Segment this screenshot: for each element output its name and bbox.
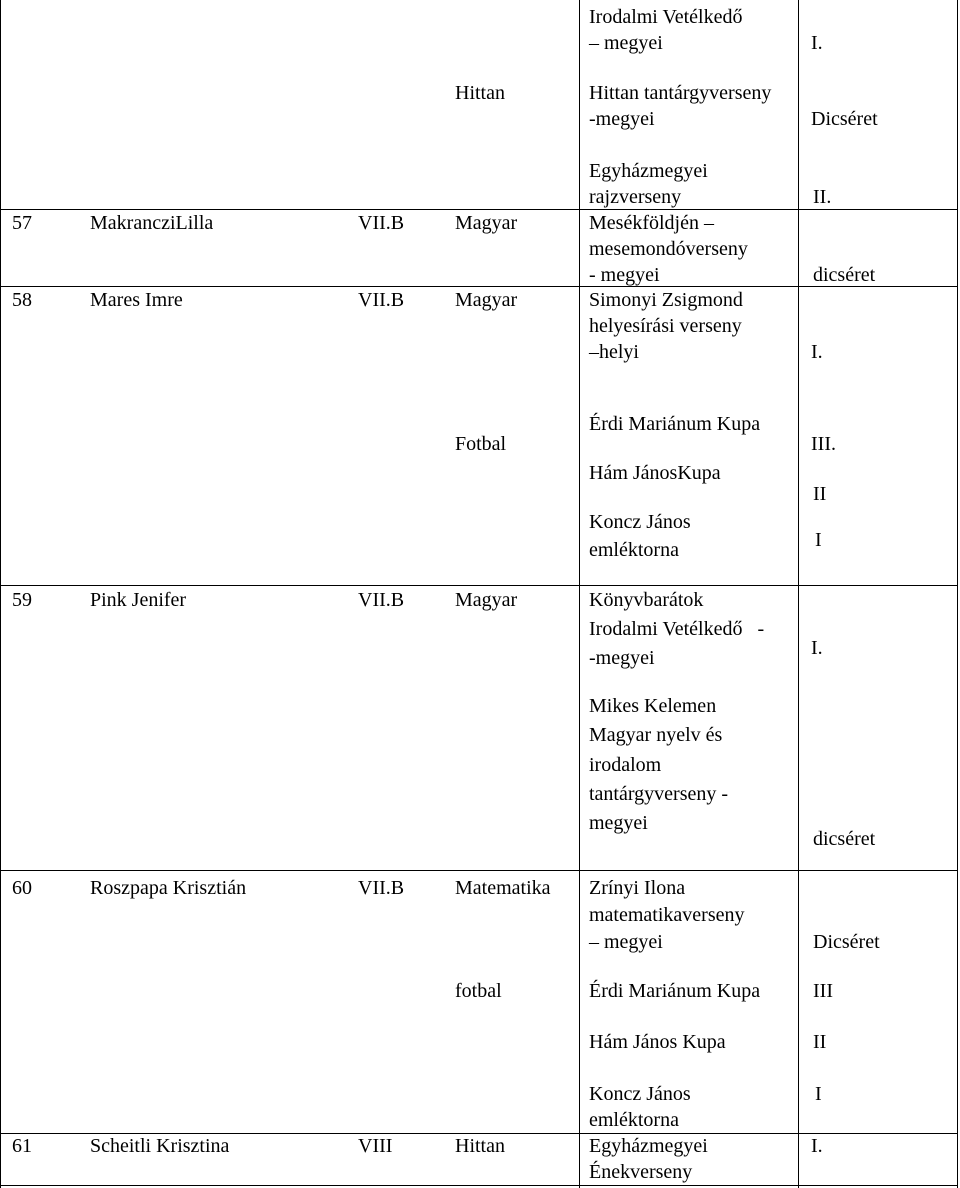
competition-cell: mesemondóverseny bbox=[589, 238, 748, 260]
competition-cell: emléktorna bbox=[589, 1109, 679, 1131]
competition-cell: Egyházmegyei bbox=[589, 1135, 708, 1157]
result-cell: I. bbox=[811, 637, 823, 659]
result-cell: I. bbox=[811, 341, 823, 363]
competition-cell: – megyei bbox=[589, 931, 663, 953]
competition-cell: Könyvbarátok bbox=[589, 589, 704, 611]
competition-cell: Koncz János bbox=[589, 511, 691, 533]
competition-cell: Simonyi Zsigmond bbox=[589, 289, 743, 311]
competition-cell: - megyei bbox=[589, 264, 660, 286]
competition-cell: Irodalmi Vetélkedő - bbox=[589, 618, 765, 640]
student-name: Scheitli Krisztina bbox=[90, 1135, 230, 1157]
competition-cell: Érdi Mariánum Kupa bbox=[589, 980, 761, 1002]
row-number: 61 bbox=[12, 1135, 32, 1157]
subject-cell: Magyar bbox=[455, 212, 518, 234]
competition-cell: Magyar nyelv és bbox=[589, 724, 723, 746]
competition-cell: rajzverseny bbox=[589, 186, 682, 208]
competition-cell: Koncz János bbox=[589, 1083, 691, 1105]
student-name: Mares Imre bbox=[90, 289, 183, 311]
column-divider-subject-competition bbox=[579, 0, 580, 1188]
competition-cell: Mikes Kelemen bbox=[589, 695, 717, 717]
competition-cell: Hám János Kupa bbox=[589, 1031, 726, 1053]
subject-cell: Fotbal bbox=[455, 433, 507, 455]
class-cell: VIII bbox=[358, 1135, 393, 1157]
result-cell: Dicséret bbox=[813, 931, 880, 953]
competition-cell: Hittan tantárgyverseny bbox=[589, 82, 772, 104]
result-cell: I. bbox=[811, 1135, 823, 1157]
result-cell: dicséret bbox=[813, 264, 876, 286]
subject-cell: Magyar bbox=[455, 589, 518, 611]
result-cell: I. bbox=[811, 32, 823, 54]
result-cell: dicséret bbox=[813, 828, 876, 850]
result-cell: III bbox=[813, 980, 833, 1002]
student-name: Roszpapa Krisztián bbox=[90, 877, 247, 899]
competition-cell: irodalom bbox=[589, 754, 662, 776]
competition-cell: Énekverseny bbox=[589, 1161, 693, 1183]
result-cell: I bbox=[815, 1083, 822, 1105]
result-cell: III. bbox=[811, 433, 836, 455]
competition-cell: helyesírási verseny bbox=[589, 315, 742, 337]
subject-cell: Hittan bbox=[455, 1135, 505, 1157]
column-divider-competition-result bbox=[798, 0, 799, 1188]
competition-cell: emléktorna bbox=[589, 539, 679, 561]
row-separator bbox=[0, 585, 958, 586]
class-cell: VII.B bbox=[358, 589, 405, 611]
competition-cell: -megyei bbox=[589, 647, 655, 669]
result-cell: II bbox=[813, 483, 827, 505]
class-cell: VII.B bbox=[358, 877, 405, 899]
result-cell: Dicséret bbox=[811, 108, 878, 130]
student-name: MakranczіLilla bbox=[90, 212, 214, 234]
competition-cell: -megyei bbox=[589, 108, 655, 130]
subject-cell: Magyar bbox=[455, 289, 518, 311]
competition-cell: tantárgyverseny - bbox=[589, 783, 729, 805]
table-border-left bbox=[0, 0, 1, 1188]
row-number: 59 bbox=[12, 589, 32, 611]
competition-cell: –helyi bbox=[589, 341, 639, 363]
student-name: Pink Jenifer bbox=[90, 589, 187, 611]
competition-cell: megyei bbox=[589, 812, 648, 834]
class-cell: VII.B bbox=[358, 289, 405, 311]
row-number: 60 bbox=[12, 877, 32, 899]
competition-cell: Érdi Mariánum Kupa bbox=[589, 413, 761, 435]
table-border-right bbox=[957, 0, 958, 1188]
row-number: 57 bbox=[12, 212, 32, 234]
subject-cell: Matematika bbox=[455, 877, 551, 899]
competition-cell: Irodalmi Vetélkedő bbox=[589, 6, 743, 28]
row-number: 58 bbox=[12, 289, 32, 311]
competition-cell: Mesékföldjén – bbox=[589, 212, 714, 234]
subject-cell: fotbal bbox=[455, 980, 502, 1002]
result-cell: I bbox=[815, 529, 822, 551]
subject-cell: Hittan bbox=[455, 82, 505, 104]
competition-cell: Zrínyi Ilona bbox=[589, 877, 686, 899]
competition-cell: matematikaverseny bbox=[589, 904, 745, 926]
result-cell: II. bbox=[813, 186, 832, 208]
result-cell: II bbox=[813, 1031, 827, 1053]
row-separator bbox=[0, 870, 958, 871]
table-border-bottom bbox=[0, 1185, 958, 1186]
class-cell: VII.B bbox=[358, 212, 405, 234]
competition-cell: Hám JánosKupa bbox=[589, 462, 721, 484]
competition-cell: Egyházmegyei bbox=[589, 160, 708, 182]
competition-cell: – megyei bbox=[589, 32, 663, 54]
